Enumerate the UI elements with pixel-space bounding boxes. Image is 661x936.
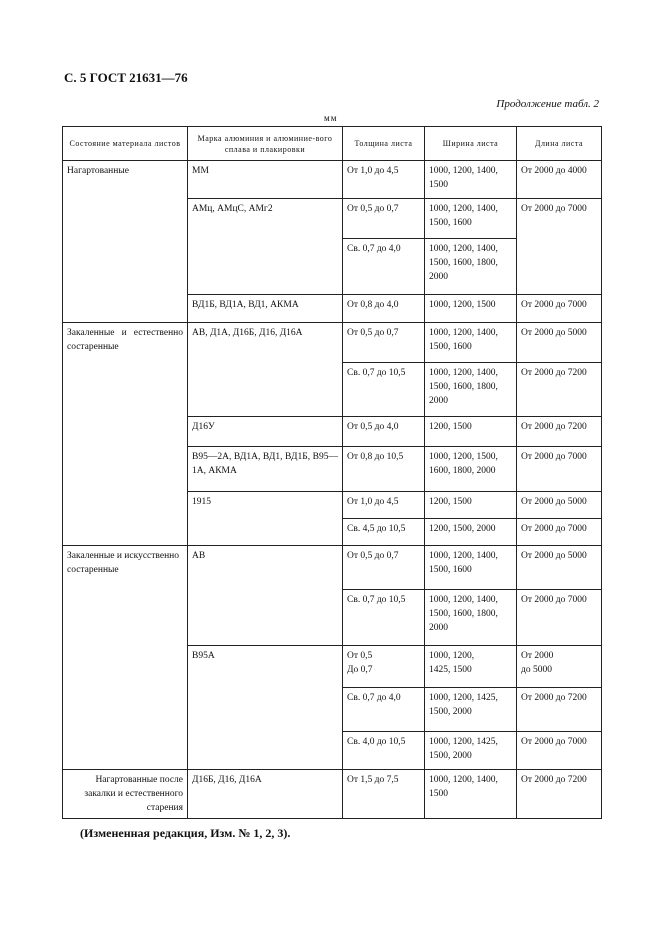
thickness-cell: От 0,8 до 4,0 [343,295,425,323]
table-row [63,770,602,819]
length-cell: От 2000 до 5000 [517,323,602,363]
thickness-cell: От 0,5 до 0,7 [343,323,425,363]
grade-cell: В95—2А, ВД1А, ВД1, ВД1Б, В95—1А, АКМА [188,447,343,492]
table-row [63,546,602,590]
state-cell: Закаленные и искусственно состаренные [63,546,188,770]
column-header-state: Состояние материала листов [63,127,188,161]
length-cell: От 2000 до 5000 [517,492,602,519]
width-cell: 1000, 1200, 1425, 1500, 2000 [425,732,517,770]
width-cell: 1000, 1200, 1500 [425,295,517,323]
width-cell [425,646,517,688]
thickness-cell: От 0,8 до 10,5 [343,447,425,492]
width-cell: 1000, 1200, 1425, 1500, 2000 [425,688,517,732]
thickness-cell [343,646,425,688]
unit-label: мм [324,113,338,123]
length-cell: От 2000 до 7000 [517,199,602,295]
thickness-cell: От 1,5 до 7,5 [343,770,425,819]
grade-cell: Д16Б, Д16, Д16А [188,770,343,819]
thickness-cell: От 0,5 до 0,7 [343,199,425,239]
grade-cell: АВ [188,546,343,646]
length-cell: От 2000 до 7000 [517,732,602,770]
thickness-line: До 0,7 [347,665,373,675]
grade-cell: АМц, АМцС, АМг2 [188,199,343,295]
length-cell: От 2000 до 7000 [517,447,602,492]
grade-cell: 1915 [188,492,343,546]
width-cell: 1200, 1500 [425,492,517,519]
table-continuation-label: Продолжение табл. 2 [496,98,599,110]
width-cell: 1000, 1200, 1400, 1500, 1600, 1800, 2000 [425,239,517,295]
table-row [63,161,602,199]
length-cell: От 2000 до 7200 [517,770,602,819]
thickness-cell: От 1,0 до 4,5 [343,492,425,519]
thickness-cell: Св. 0,7 до 4,0 [343,688,425,732]
width-cell: 1000, 1200, 1400, 1500 [425,770,517,819]
length-cell: От 2000 до 7000 [517,295,602,323]
length-line: От 2000 [521,651,554,661]
length-cell [517,646,602,688]
sheet-dimensions-table [62,126,602,819]
length-cell: От 2000 до 7000 [517,590,602,646]
length-cell: От 2000 до 7200 [517,417,602,447]
length-cell: От 2000 до 7000 [517,519,602,546]
column-header-grade: Марка алюминия и алюминие-вого сплава и плакировки [188,127,343,161]
length-cell: От 2000 до 4000 [517,161,602,199]
width-cell: 1200, 1500 [425,417,517,447]
table-header-row [63,127,602,161]
width-cell: 1000, 1200, 1400, 1500, 1600, 1800, 2000 [425,590,517,646]
grade-cell: ВД1Б, ВД1А, ВД1, АКМА [188,295,343,323]
grade-cell: ММ [188,161,343,199]
amendment-note: (Измененная редакция, Изм. № 1, 2, 3). [80,826,291,840]
state-cell: Закаленные и естественно состаренные [63,323,188,546]
length-cell: От 2000 до 5000 [517,546,602,590]
thickness-cell: От 0,5 до 0,7 [343,546,425,590]
width-cell: 1000, 1200, 1500, 1600, 1800, 2000 [425,447,517,492]
state-cell: Нагартованные [63,161,188,323]
width-cell: 1200, 1500, 2000 [425,519,517,546]
column-header-thickness: Толщина листа [343,127,425,161]
width-cell: 1000, 1200, 1400, 1500, 1600, 1800, 2000 [425,363,517,417]
state-cell: Нагартованные после закалки и естественного старения [63,770,188,819]
grade-cell: Д16У [188,417,343,447]
grade-cell: В95А [188,646,343,770]
width-cell: 1000, 1200, 1400, 1500, 1600 [425,199,517,239]
grade-cell: АВ, Д1А, Д16Б, Д16, Д16А [188,323,343,417]
thickness-cell: Св. 0,7 до 10,5 [343,363,425,417]
width-cell: 1000, 1200, 1400, 1500 [425,161,517,199]
thickness-cell: От 1,0 до 4,5 [343,161,425,199]
thickness-cell: Св. 0,7 до 4,0 [343,239,425,295]
length-cell: От 2000 до 7200 [517,688,602,732]
width-cell: 1000, 1200, 1400, 1500, 1600 [425,323,517,363]
width-cell: 1000, 1200, 1400, 1500, 1600 [425,546,517,590]
length-line: до 5000 [521,665,552,675]
thickness-cell: Св. 0,7 до 10,5 [343,590,425,646]
column-header-length: Длина листа [517,127,602,161]
width-line: 1000, 1200, [429,651,475,661]
thickness-cell: Св. 4,0 до 10,5 [343,732,425,770]
thickness-cell: Св. 4,5 до 10,5 [343,519,425,546]
length-cell: От 2000 до 7200 [517,363,602,417]
table-row [63,323,602,363]
thickness-cell: От 0,5 до 4,0 [343,417,425,447]
width-line: 1425, 1500 [429,665,472,675]
thickness-line: От 0,5 [347,651,373,661]
column-header-width: Ширина листа [425,127,517,161]
page-header-title: С. 5 ГОСТ 21631—76 [64,70,188,85]
